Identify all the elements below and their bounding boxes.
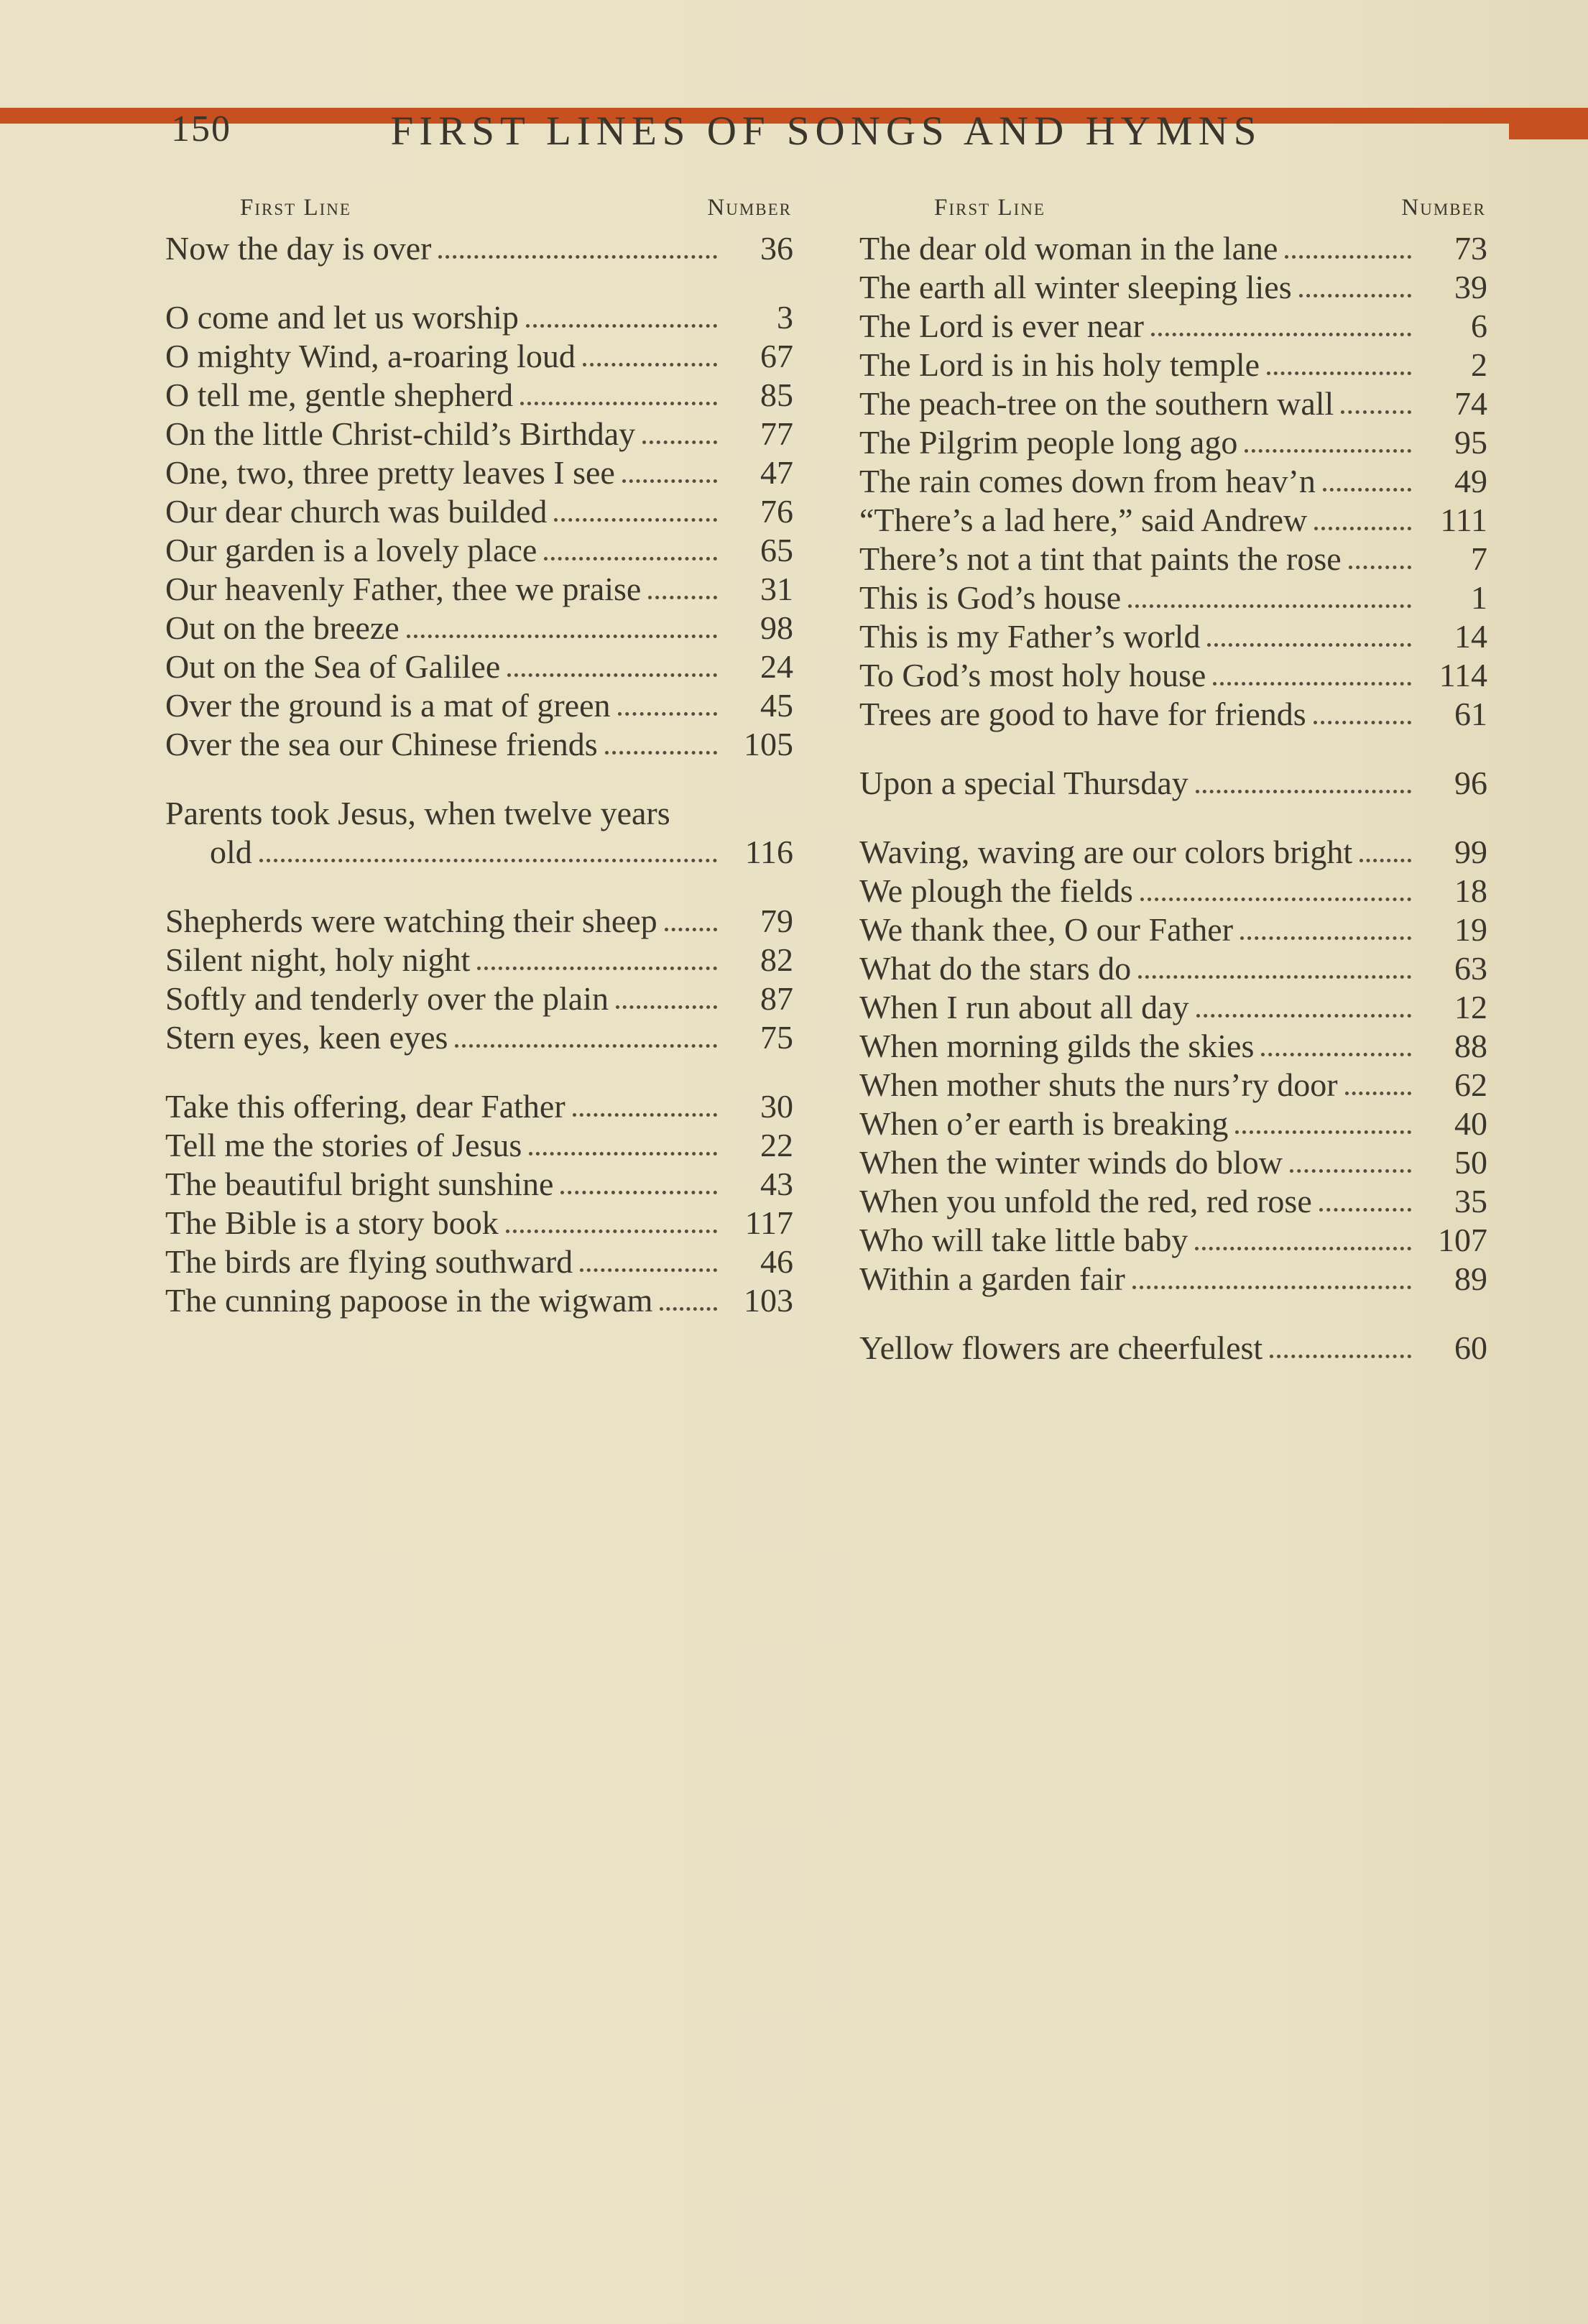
book-page (0, 108, 1588, 1368)
index-entry (165, 492, 793, 531)
dot-leader (642, 441, 717, 444)
index-entry (165, 647, 793, 686)
dot-leader (1140, 898, 1411, 901)
entry-group (165, 298, 793, 764)
page-corner-mark (1509, 108, 1588, 139)
entry-number: 47 (760, 454, 793, 491)
index-entry (859, 1221, 1487, 1260)
entry-number: 99 (1454, 834, 1487, 870)
entry-number: 116 (744, 834, 793, 870)
entry-text: O mighty Wind, a-roaring loud (165, 338, 576, 374)
index-entry (859, 423, 1487, 462)
entry-text: old (210, 834, 252, 870)
entry-text: Softly and tenderly over the plain (165, 980, 609, 1017)
dot-leader (1299, 294, 1411, 298)
entry-number: 50 (1454, 1144, 1487, 1181)
dot-leader (544, 557, 717, 561)
entry-group (165, 902, 793, 1057)
entry-text: Tell me the stories of Jesus (165, 1127, 522, 1163)
entry-group (859, 229, 1487, 734)
page-header (165, 108, 1487, 155)
entry-number: 114 (1439, 657, 1487, 693)
dot-leader (1319, 1208, 1411, 1212)
page-title: FIRST LINES OF SONGS AND HYMNS (390, 109, 1262, 154)
entry-text: The cunning papoose in the wigwam (165, 1282, 653, 1319)
index-entry (859, 910, 1487, 949)
entry-text: Out on the Sea of Galilee (165, 648, 501, 685)
entry-number: 3 (777, 299, 793, 336)
entry-number: 14 (1454, 618, 1487, 655)
index-entry (165, 979, 793, 1018)
entry-number: 75 (760, 1019, 793, 1056)
index-entry-line1 (165, 794, 793, 833)
entry-number: 39 (1454, 269, 1487, 305)
dot-leader (455, 1044, 717, 1048)
index-entry (165, 229, 793, 268)
entry-number: 19 (1454, 911, 1487, 948)
index-column (859, 192, 1487, 1368)
entry-text: Our garden is a lovely place (165, 532, 537, 568)
entry-text: Our dear church was builded (165, 493, 548, 530)
number-heading: Number (1401, 195, 1486, 221)
entry-number: 76 (760, 493, 793, 530)
dot-leader (622, 479, 717, 483)
entry-number: 63 (1454, 950, 1487, 987)
index-entry (165, 902, 793, 941)
dot-leader (1196, 1014, 1411, 1018)
index-entry (165, 1087, 793, 1126)
dot-leader (507, 673, 717, 677)
index-entry (859, 1329, 1487, 1368)
entry-group (165, 794, 793, 872)
dot-leader (529, 1152, 717, 1156)
dot-leader (1314, 527, 1411, 530)
index-entry (165, 1242, 793, 1281)
dot-leader (1349, 566, 1411, 569)
dot-leader (1314, 721, 1411, 724)
dot-leader (554, 518, 717, 522)
entry-number: 43 (760, 1166, 793, 1202)
entry-number: 18 (1454, 872, 1487, 909)
entry-group (165, 1087, 793, 1320)
page-number: 150 (171, 109, 231, 149)
first-line-heading: First Line (934, 195, 1045, 221)
entry-text: Upon a special Thursday (859, 765, 1188, 801)
index-entry (859, 833, 1487, 872)
dot-leader (660, 1307, 717, 1311)
index-column (165, 192, 793, 1368)
dot-leader (1323, 488, 1411, 492)
entry-text: When mother shuts the nurs’ry door (859, 1066, 1338, 1103)
dot-leader (477, 967, 717, 970)
index-entry (859, 872, 1487, 910)
dot-leader (259, 859, 717, 862)
entry-number: 62 (1454, 1066, 1487, 1103)
dot-leader (1267, 372, 1411, 375)
entry-text: The beautiful bright sunshine (165, 1166, 554, 1202)
dot-leader (1132, 1286, 1411, 1289)
dot-leader (1207, 643, 1411, 647)
entry-text: Our heavenly Father, thee we praise (165, 571, 642, 607)
entry-number: 36 (760, 230, 793, 267)
dot-leader (583, 363, 717, 366)
entry-number: 2 (1471, 346, 1487, 383)
entry-text: Parents took Jesus, when twelve years (165, 795, 670, 831)
first-line-heading: First Line (240, 195, 351, 221)
entry-text: The dear old woman in the lane (859, 230, 1278, 267)
index-entry (165, 415, 793, 453)
entry-text: The peach-tree on the southern wall (859, 385, 1334, 422)
entry-number: 45 (760, 687, 793, 724)
entry-group (165, 229, 793, 268)
index-entry (165, 298, 793, 337)
index-entry (859, 1260, 1487, 1299)
index-entry (165, 1165, 793, 1204)
entry-text: O come and let us worship (165, 299, 519, 336)
dot-leader (1341, 410, 1411, 414)
index-entry (165, 1018, 793, 1057)
entry-text: Over the sea our Chinese friends (165, 726, 598, 762)
index-entry (859, 695, 1487, 734)
entry-number: 73 (1454, 230, 1487, 267)
index-entry (859, 462, 1487, 501)
index-entry (165, 453, 793, 492)
index-entry (165, 941, 793, 979)
dot-leader (506, 1230, 717, 1233)
dot-leader (1240, 936, 1411, 940)
entry-text: When you unfold the red, red rose (859, 1183, 1312, 1219)
index-entry (859, 578, 1487, 617)
index-entry (859, 501, 1487, 540)
index-entry (165, 609, 793, 647)
dot-leader (1285, 255, 1411, 259)
entry-number: 77 (760, 415, 793, 452)
index-entry (859, 384, 1487, 423)
index-entry (859, 617, 1487, 656)
index-entry (859, 540, 1487, 578)
entry-text: When the winter winds do blow (859, 1144, 1283, 1181)
dot-leader (1196, 790, 1411, 793)
entry-number: 96 (1454, 765, 1487, 801)
entry-number: 89 (1454, 1260, 1487, 1297)
dot-leader (1245, 449, 1411, 453)
index-entry (165, 570, 793, 609)
dot-leader (1360, 859, 1411, 862)
entry-text: The Lord is in his holy temple (859, 346, 1260, 383)
entry-text: Yellow flowers are cheerfulest (859, 1329, 1263, 1366)
dot-leader (407, 635, 717, 638)
entry-number: 46 (760, 1243, 793, 1280)
entry-number: 30 (760, 1088, 793, 1125)
entry-text: Silent night, holy night (165, 941, 471, 978)
entry-number: 61 (1454, 696, 1487, 732)
entry-number: 1 (1471, 579, 1487, 616)
dot-leader (526, 324, 717, 328)
entry-text: The Lord is ever near (859, 308, 1144, 344)
index-entry (859, 1143, 1487, 1182)
index-entry (165, 337, 793, 376)
entry-text: When morning gilds the skies (859, 1028, 1255, 1064)
entry-number: 40 (1454, 1105, 1487, 1142)
entry-number: 105 (744, 726, 793, 762)
dot-leader (665, 928, 717, 931)
entry-text: Shepherds were watching their sheep (165, 903, 657, 939)
index-entry (859, 1027, 1487, 1066)
dot-leader (605, 751, 717, 755)
index-entry (859, 656, 1487, 695)
entry-group (859, 764, 1487, 803)
entry-number: 79 (760, 903, 793, 939)
dot-leader (1151, 333, 1411, 336)
index-entry (165, 531, 793, 570)
index-entry (165, 686, 793, 725)
entry-text: Trees are good to have for friends (859, 696, 1306, 732)
entry-text: To God’s most holy house (859, 657, 1206, 693)
dot-leader (618, 712, 717, 716)
entry-text: Stern eyes, keen eyes (165, 1019, 448, 1056)
index-entry (165, 1204, 793, 1242)
entry-group (859, 1329, 1487, 1368)
entry-text: The birds are flying southward (165, 1243, 573, 1280)
dot-leader (1128, 604, 1411, 608)
entry-number: 103 (744, 1282, 793, 1319)
entry-number: 67 (760, 338, 793, 374)
index-entry (165, 725, 793, 764)
entry-text: Take this offering, dear Father (165, 1088, 566, 1125)
entry-text: One, two, three pretty leaves I see (165, 454, 615, 491)
entry-text: On the little Christ-child’s Birthday (165, 415, 636, 452)
entry-text: The Bible is a story book (165, 1204, 499, 1241)
column-header (859, 192, 1487, 223)
dot-leader (573, 1113, 717, 1117)
entry-text: Waving, waving are our colors bright (859, 834, 1353, 870)
index-entry (859, 346, 1487, 384)
entry-number: 35 (1454, 1183, 1487, 1219)
index-entry (165, 1126, 793, 1165)
dot-leader (1195, 1247, 1411, 1250)
entry-number: 88 (1454, 1028, 1487, 1064)
index-entry (165, 1281, 793, 1320)
entry-text: What do the stars do (859, 950, 1132, 987)
number-heading: Number (707, 195, 792, 221)
entry-number: 87 (760, 980, 793, 1017)
entry-text: The earth all winter sleeping lies (859, 269, 1292, 305)
entry-text: When I run about all day (859, 989, 1189, 1025)
dot-leader (1138, 975, 1411, 979)
dot-leader (1213, 682, 1411, 686)
index-entry (859, 988, 1487, 1027)
entry-text: “There’s a lad here,” said Andrew (859, 502, 1308, 538)
entry-number: 24 (760, 648, 793, 685)
dot-leader (1261, 1053, 1411, 1056)
dot-leader (580, 1268, 717, 1272)
entry-text: O tell me, gentle shepherd (165, 377, 514, 413)
entry-number: 85 (760, 377, 793, 413)
dot-leader (520, 402, 717, 405)
index-entry (859, 1182, 1487, 1221)
entry-number: 49 (1454, 463, 1487, 499)
index-entry (859, 307, 1487, 346)
dot-leader (1345, 1092, 1411, 1095)
index-entry (859, 229, 1487, 268)
index-entry (165, 376, 793, 415)
entry-text: Within a garden fair (859, 1260, 1125, 1297)
entry-number: 98 (760, 609, 793, 646)
dot-leader (648, 596, 717, 599)
entry-text: When o’er earth is breaking (859, 1105, 1229, 1142)
dot-leader (438, 255, 717, 259)
entry-number: 31 (760, 571, 793, 607)
column-header (165, 192, 793, 223)
entry-text: We plough the fields (859, 872, 1133, 909)
index-entry (859, 1066, 1487, 1105)
entry-number: 22 (760, 1127, 793, 1163)
entry-text: This is God’s house (859, 579, 1122, 616)
entry-text: The Pilgrim people long ago (859, 424, 1238, 461)
entry-text: This is my Father’s world (859, 618, 1201, 655)
dot-leader (560, 1191, 717, 1194)
index-entry-line2 (165, 833, 793, 872)
dot-leader (1290, 1169, 1411, 1173)
entry-number: 12 (1454, 989, 1487, 1025)
entry-text: Over the ground is a mat of green (165, 687, 611, 724)
entry-number: 82 (760, 941, 793, 978)
entry-number: 107 (1438, 1222, 1487, 1258)
dot-leader (616, 1005, 717, 1009)
dot-leader (1235, 1130, 1411, 1134)
entry-number: 60 (1454, 1329, 1487, 1366)
dot-leader (1270, 1355, 1411, 1358)
entry-text: The rain comes down from heav’n (859, 463, 1316, 499)
index-entry (859, 949, 1487, 988)
index-columns (165, 192, 1487, 1368)
entry-number: 6 (1471, 308, 1487, 344)
entry-number: 74 (1454, 385, 1487, 422)
entry-number: 65 (760, 532, 793, 568)
entry-text: We thank thee, O our Father (859, 911, 1234, 948)
entry-text: Who will take little baby (859, 1222, 1188, 1258)
entry-number: 95 (1454, 424, 1487, 461)
entry-text: Now the day is over (165, 230, 432, 267)
entry-group (859, 833, 1487, 1299)
entry-number: 117 (744, 1204, 793, 1241)
index-entry (859, 1105, 1487, 1143)
entry-text: Out on the breeze (165, 609, 400, 646)
index-entry (859, 268, 1487, 307)
index-entry (859, 764, 1487, 803)
entry-number: 111 (1440, 502, 1487, 538)
entry-text: There’s not a tint that paints the rose (859, 540, 1342, 577)
entry-number: 7 (1471, 540, 1487, 577)
